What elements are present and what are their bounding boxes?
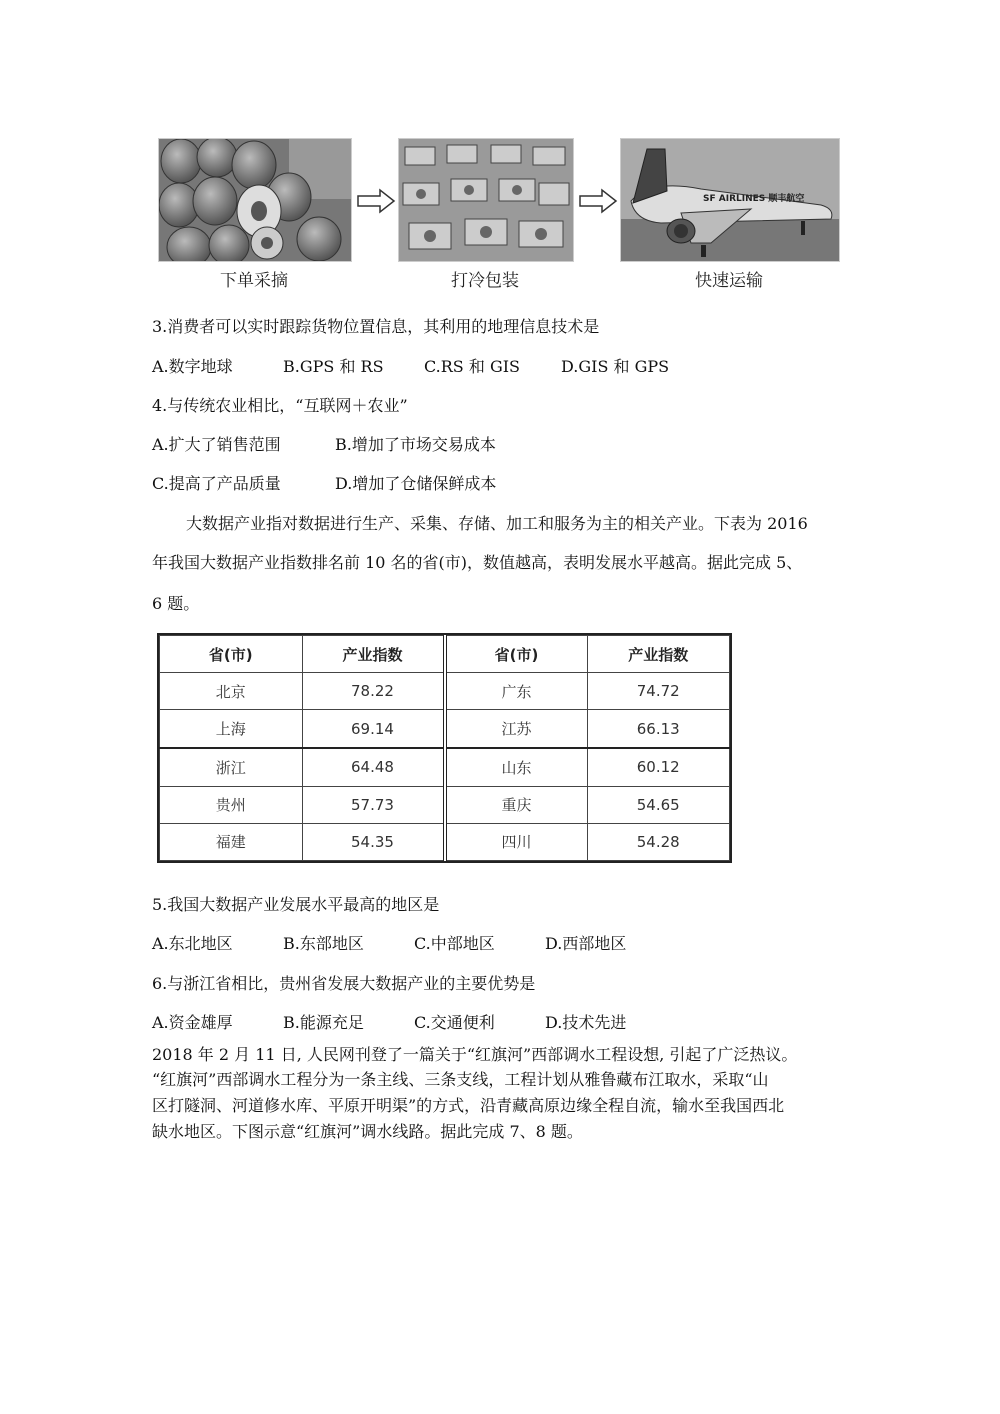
- q6-option-b[interactable]: B.能源充足: [283, 1013, 364, 1032]
- header-index: 产业指数: [587, 636, 730, 673]
- cell-index: 57.73: [302, 786, 445, 823]
- q4-option-b[interactable]: B.增加了市场交易成本: [335, 435, 496, 454]
- header-index: 产业指数: [302, 636, 445, 673]
- q5-option-c[interactable]: C.中部地区: [414, 934, 495, 953]
- cell-province: 浙江: [160, 748, 303, 786]
- question-6-stem: 6.与浙江省相比，贵州省发展大数据产业的主要优势是: [152, 974, 536, 993]
- cell-index: 54.65: [587, 786, 730, 823]
- q5-option-d[interactable]: D.西部地区: [545, 934, 627, 953]
- q3-option-d[interactable]: D.GIS 和 GPS: [561, 357, 670, 376]
- q3-option-b[interactable]: B.GPS 和 RS: [283, 357, 384, 376]
- plane-livery-text: SF AIRLINES 顺丰航空: [703, 194, 805, 204]
- intro2-line-1: 2018 年 2 月 11 日, 人民网刊登了一篇关于“红旗河”西部调水工程设想, 引起了广泛热议。: [152, 1045, 798, 1064]
- question-3-stem: 3.消费者可以实时跟踪货物位置信息，其利用的地理信息技术是: [152, 317, 600, 336]
- arrow-right-icon: [356, 188, 396, 214]
- cell-index: 66.13: [587, 710, 730, 748]
- cell-province: 重庆: [445, 786, 588, 823]
- cell-index: 78.22: [302, 673, 445, 710]
- question-5-stem: 5.我国大数据产业发展水平最高的地区是: [152, 895, 440, 914]
- q6-option-d[interactable]: D.技术先进: [545, 1013, 627, 1032]
- cell-index: 54.35: [302, 823, 445, 860]
- intro1-line-3: 6 题。: [152, 594, 200, 613]
- cell-province: 四川: [445, 823, 588, 860]
- cell-index: 74.72: [587, 673, 730, 710]
- cell-province: 广东: [445, 673, 588, 710]
- cell-province: 福建: [160, 823, 303, 860]
- intro2-line-2: “红旗河”西部调水工程分为一条主线、三条支线，工程计划从雅鲁藏布江取水，采取“山: [152, 1070, 769, 1089]
- table-row: [160, 673, 730, 710]
- kiwi-photo: [158, 138, 352, 262]
- q6-option-c[interactable]: C.交通便利: [414, 1013, 495, 1032]
- cell-index: 60.12: [587, 748, 730, 786]
- header-province: 省(市): [160, 636, 303, 673]
- q6-option-a[interactable]: A.资金雄厚: [152, 1013, 233, 1032]
- intro2-line-4: 缺水地区。下图示意“红旗河”调水线路。据此完成 7、8 题。: [152, 1122, 583, 1141]
- intro1-line-2: 年我国大数据产业指数排名前 10 名的省(市)，数值越高，表明发展水平越高。据此完成 5、: [152, 553, 803, 572]
- cell-province: 北京: [160, 673, 303, 710]
- packaging-photo: [398, 138, 574, 262]
- table-row: [160, 748, 730, 786]
- cell-index: 69.14: [302, 710, 445, 748]
- q4-option-a[interactable]: A.扩大了销售范围: [152, 435, 281, 454]
- header-province: 省(市): [445, 636, 588, 673]
- q5-option-a[interactable]: A.东北地区: [152, 934, 233, 953]
- intro2-line-3: 区打隧洞、河道修水库、平原开明渠”的方式，沿青藏高原边缘全程自流，输水至我国西北: [152, 1096, 785, 1115]
- cell-province: 上海: [160, 710, 303, 748]
- cell-province: 山东: [445, 748, 588, 786]
- caption-packaging: 打冷包装: [451, 271, 519, 291]
- q4-option-d[interactable]: D.增加了仓储保鲜成本: [335, 474, 497, 493]
- table-row: [160, 710, 730, 748]
- industry-index-table: [157, 633, 732, 863]
- cell-province: 贵州: [160, 786, 303, 823]
- table-row: [160, 823, 730, 860]
- caption-transport: 快速运输: [695, 271, 763, 291]
- table-header-row: [160, 636, 730, 673]
- q4-option-c[interactable]: C.提高了产品质量: [152, 474, 281, 493]
- q3-option-a[interactable]: A.数字地球: [152, 357, 233, 376]
- q5-option-b[interactable]: B.东部地区: [283, 934, 364, 953]
- table-row: [160, 786, 730, 823]
- intro1-line-1: 大数据产业指对数据进行生产、采集、存储、加工和服务为主的相关产业。下表为 2016: [186, 514, 808, 533]
- caption-picking: 下单采摘: [220, 271, 288, 291]
- cell-province: 江苏: [445, 710, 588, 748]
- q3-option-c[interactable]: C.RS 和 GIS: [424, 357, 521, 376]
- cell-index: 64.48: [302, 748, 445, 786]
- arrow-right-icon: [578, 188, 618, 214]
- airplane-photo: [620, 138, 840, 262]
- question-4-stem: 4.与传统农业相比，“互联网＋农业”: [152, 396, 408, 415]
- cell-index: 54.28: [587, 823, 730, 860]
